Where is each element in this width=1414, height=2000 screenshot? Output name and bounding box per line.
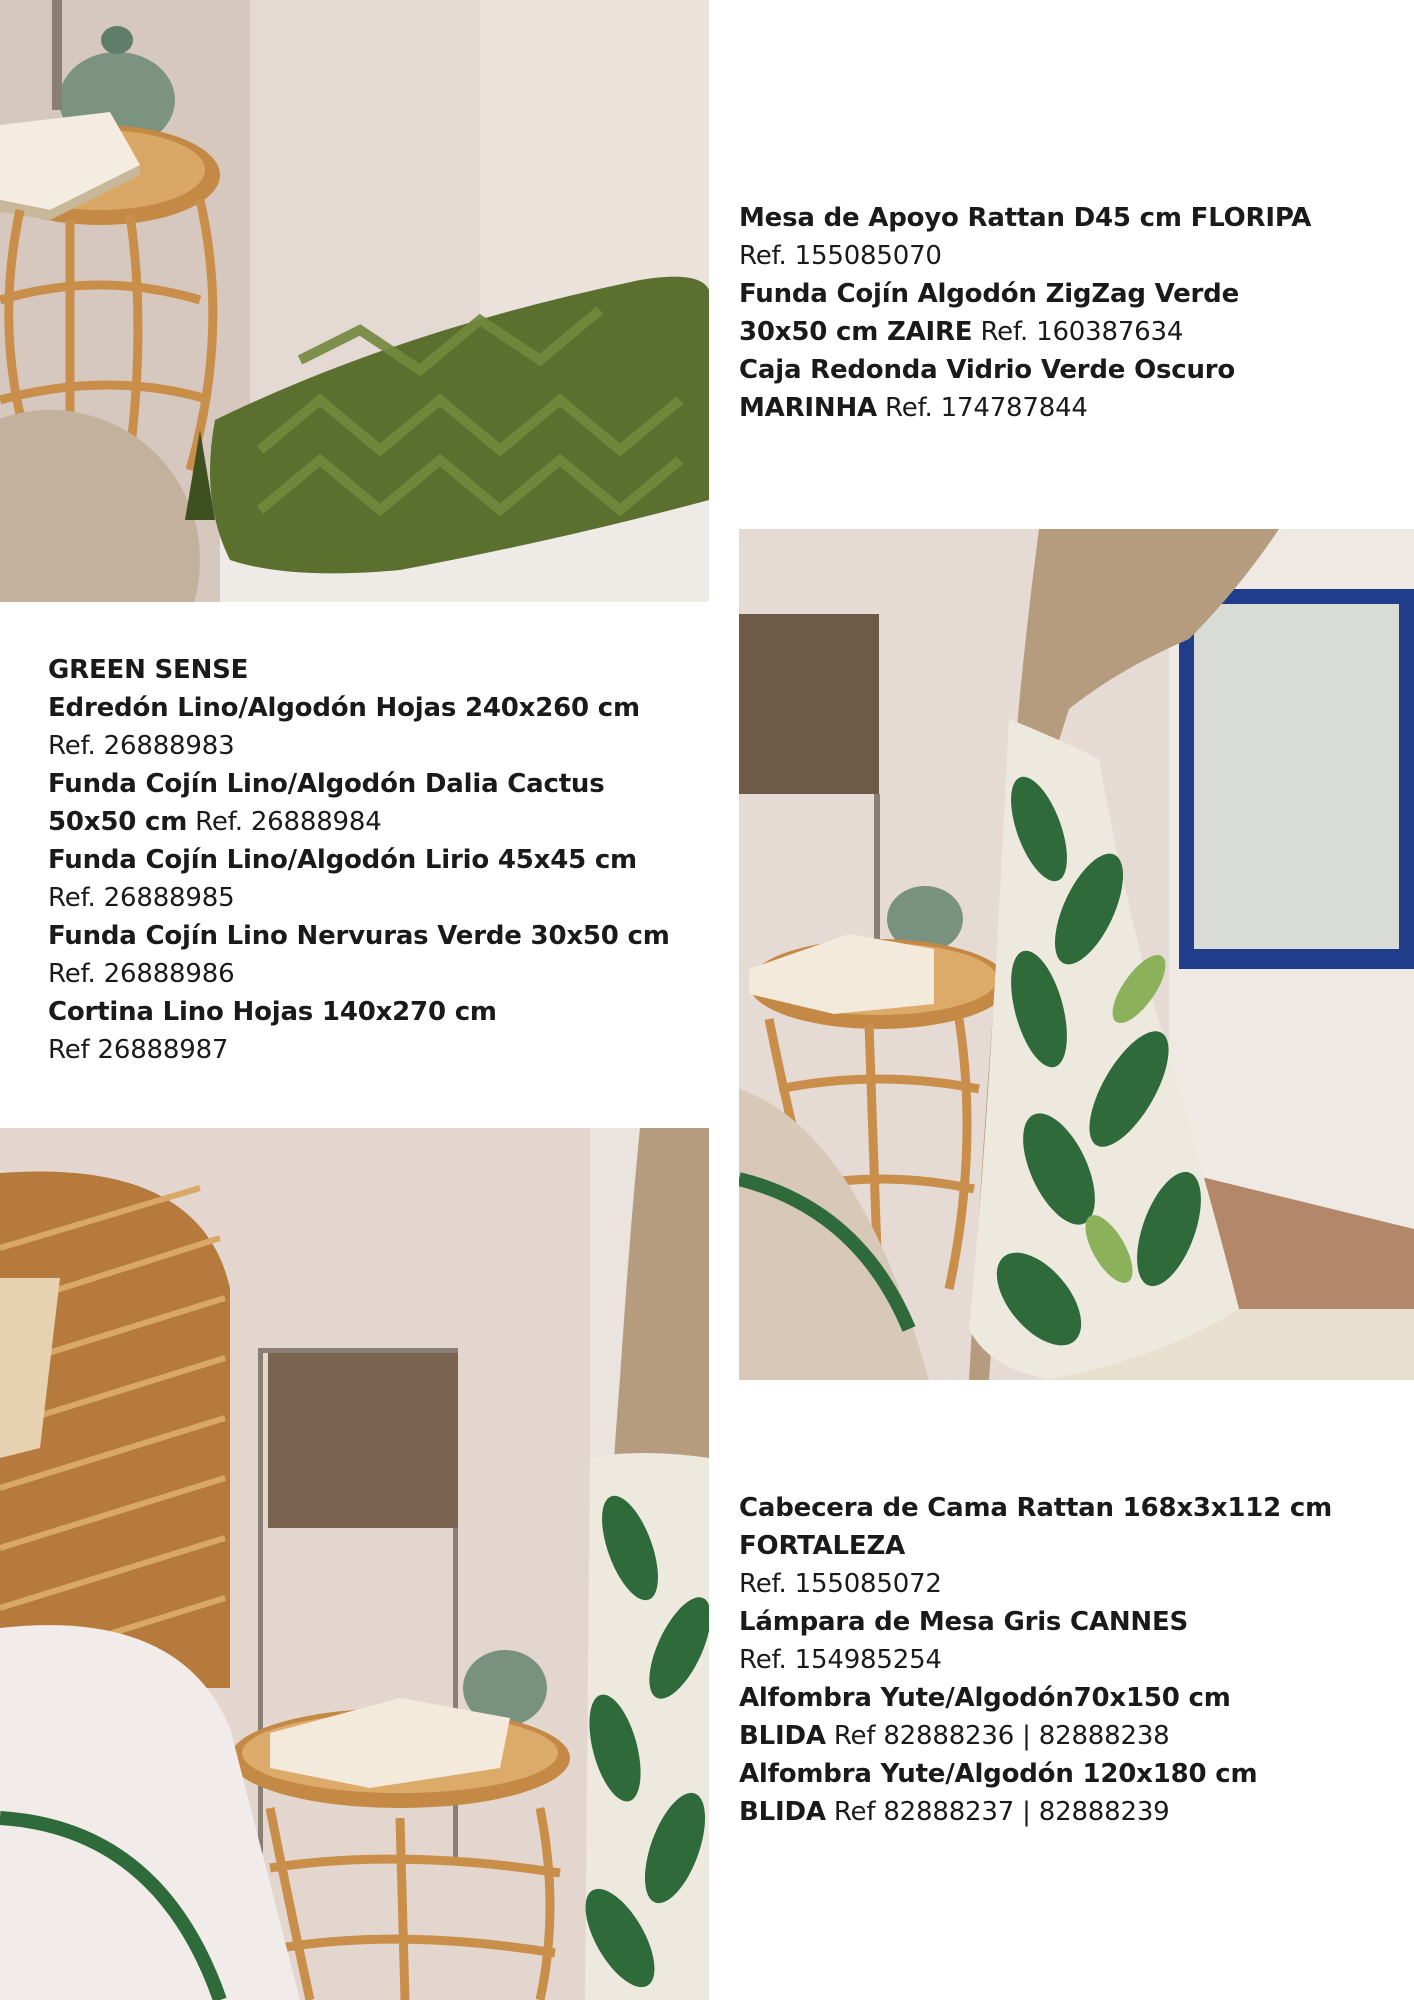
product-dalia-size-ref: 50x50 cm Ref. 26888984 [48, 807, 382, 837]
product-list-bottom-right [739, 1489, 1399, 1831]
product-edredon-ref: Ref. 26888983 [48, 731, 235, 761]
product-nervuras-name: Funda Cojín Lino Nervuras Verde 30x50 cm [48, 921, 670, 951]
product-floripa-name: Mesa de Apoyo Rattan D45 cm FLORIPA [739, 203, 1312, 233]
product-blida-small-name: Alfombra Yute/Algodón70x150 cm [739, 1683, 1231, 1713]
product-fortaleza-name: Cabecera de Cama Rattan 168x3x112 cm [739, 1493, 1333, 1523]
product-fortaleza-ref: Ref. 155085072 [739, 1569, 942, 1599]
product-edredon-name: Edredón Lino/Algodón Hojas 240x260 cm [48, 693, 640, 723]
product-lirio-name: Funda Cojín Lino/Algodón Lirio 45x45 cm [48, 845, 637, 875]
photo-corner-leaf-curtain [739, 529, 1414, 1380]
product-blida-small-ref: BLIDA Ref 82888236 | 82888238 [739, 1721, 1170, 1751]
product-blida-large-ref: BLIDA Ref 82888237 | 82888239 [739, 1797, 1170, 1827]
product-lirio-ref: Ref. 26888985 [48, 883, 235, 913]
product-cortina-ref: Ref 26888987 [48, 1035, 229, 1065]
product-blida-large-name: Alfombra Yute/Algodón 120x180 cm [739, 1759, 1258, 1789]
product-cannes-ref: Ref. 154985254 [739, 1645, 942, 1675]
photo-rattan-table-green-cushion [0, 0, 709, 602]
product-fortaleza-name-2: FORTALEZA [739, 1531, 906, 1561]
photo-bed-headboard-lamp [0, 1128, 709, 2000]
product-cortina-name: Cortina Lino Hojas 140x270 cm [48, 997, 497, 1027]
product-marinha-name: Caja Redonda Vidrio Verde Oscuro [739, 355, 1236, 385]
product-list-green-sense [48, 651, 698, 1069]
product-cannes-name: Lámpara de Mesa Gris CANNES [739, 1607, 1189, 1637]
product-dalia-name: Funda Cojín Lino/Algodón Dalia Cactus [48, 769, 605, 799]
product-zaire-size-ref: 30x50 cm ZAIRE Ref. 160387634 [739, 317, 1184, 347]
collection-title: GREEN SENSE [48, 655, 249, 685]
product-marinha-ref: MARINHA Ref. 174787844 [739, 393, 1088, 423]
product-nervuras-ref: Ref. 26888986 [48, 959, 235, 989]
product-zaire-name: Funda Cojín Algodón ZigZag Verde [739, 279, 1240, 309]
product-list-top-right [739, 199, 1399, 427]
product-floripa-ref: Ref. 155085070 [739, 241, 942, 271]
